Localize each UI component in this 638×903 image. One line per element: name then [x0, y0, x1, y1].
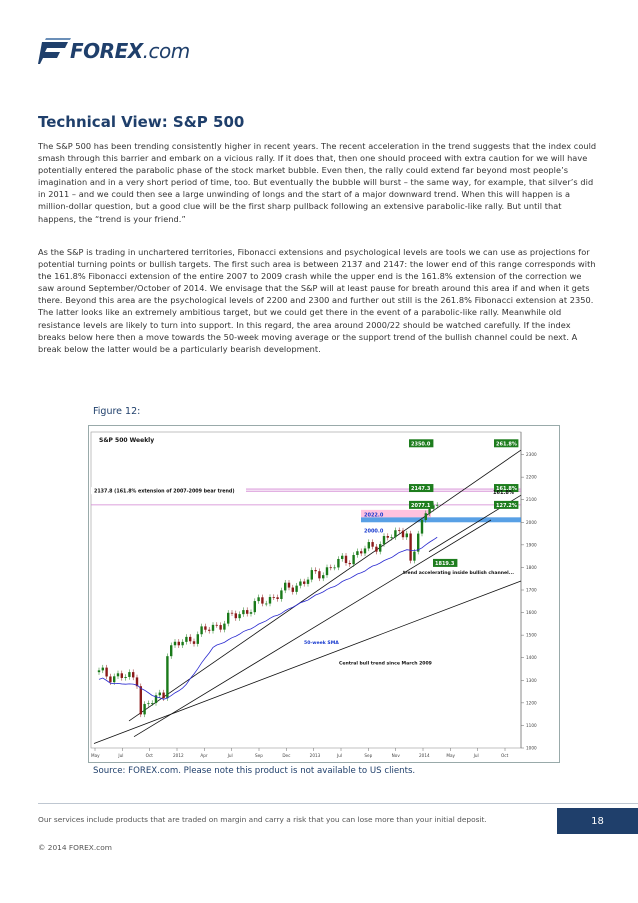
chart-svg — [89, 426, 559, 762]
candle-body — [178, 642, 180, 645]
support-band — [361, 517, 521, 522]
y-tick-label: 1100 — [526, 722, 537, 728]
candle-body — [151, 703, 153, 704]
figure-label: Figure 12: — [93, 406, 141, 417]
candle-body — [375, 547, 377, 552]
candle-body — [356, 551, 358, 555]
candle-body — [322, 575, 324, 578]
candle-body — [204, 626, 206, 629]
candle-body — [257, 597, 259, 601]
level-label-2022: 2022.0 — [364, 512, 384, 519]
level-label-1819: 1819.3 — [435, 560, 455, 567]
x-tick-label: Jul — [337, 753, 343, 758]
candle-body — [330, 567, 332, 568]
candle-body — [398, 530, 400, 531]
x-tick-label: May — [91, 753, 100, 758]
candle-body — [124, 677, 126, 678]
candle-body — [406, 533, 408, 537]
footer-divider — [38, 803, 638, 804]
candle-body — [280, 590, 282, 599]
forex-logo — [38, 38, 190, 68]
y-tick-label: 2200 — [526, 474, 537, 480]
candle-body — [162, 693, 164, 699]
candle-body — [109, 676, 111, 682]
y-tick-label: 1300 — [526, 677, 537, 683]
y-tick-label: 1800 — [526, 564, 537, 570]
candle-body — [208, 630, 210, 631]
fib-label-161-a: 161.8% — [496, 486, 517, 493]
candle-body — [117, 673, 119, 676]
candle-body — [197, 634, 199, 644]
x-tick-label: 2012 — [173, 753, 184, 758]
candle-body — [360, 551, 362, 553]
level-label-2077: 2077.1 — [411, 502, 431, 509]
x-tick-label: May — [446, 753, 456, 758]
candle-body — [417, 534, 419, 552]
y-tick-label: 1500 — [526, 632, 537, 638]
candle-body — [223, 624, 225, 630]
candle-body — [105, 668, 107, 677]
x-tick-label: 2014 — [419, 753, 430, 758]
candle-body — [299, 581, 301, 585]
fib-label-127: 127.2% — [496, 502, 517, 509]
level-label-2147: 2147.3 — [411, 486, 431, 493]
y-tick-label: 1000 — [526, 745, 537, 751]
candle-body — [383, 536, 385, 544]
candle-body — [185, 637, 187, 642]
candle-body — [379, 544, 381, 552]
candle-body — [337, 559, 339, 567]
candle-body — [174, 642, 176, 645]
page-number: 18 — [557, 808, 638, 834]
candle-body — [314, 570, 316, 571]
x-tick-label: Sep — [364, 753, 373, 758]
candle-body — [341, 556, 343, 559]
candle-body — [421, 520, 423, 534]
candle-body — [113, 676, 115, 682]
candle-body — [246, 610, 248, 614]
x-tick-label: Jul — [473, 753, 479, 758]
y-tick-label: 1200 — [526, 700, 537, 706]
candle-body — [425, 513, 427, 520]
paragraph-1: The S&P 500 has been trending consistently higher in recent years. The recent acceleration in the trend suggests that the index could smash through this barrier and embark on a vicious rally. If it does that, then one should proceed with extra caution for we will have potentially entered the parabolic phase of the stock market bubble. Even then, the rally could extend far beyond most people’s imagination and in a very short period of time, too. But eventually the bubble will burst – the same way, for example, that silver’s did in 2011 – and we could then see a large unwinding of longs and the start of a major downward trend. When this will happen is a million-dollar question, but a good clue will be the first sharp pullback following an extensive parabolic-like rally. But until that happens, the “trend is your friend.” — [38, 141, 597, 224]
candle-body — [390, 537, 392, 538]
annotation-sma: 50-week SMA — [304, 641, 339, 647]
candle-body — [140, 686, 142, 714]
candle-body — [409, 533, 411, 560]
risk-disclaimer: Our services include products that are traded on margin and carry a risk that you can lose more than your initial deposit. — [38, 815, 487, 824]
candle-body — [242, 610, 244, 614]
candle-body — [303, 581, 305, 583]
level-label-2000: 2000.0 — [364, 528, 384, 535]
candle-body — [349, 563, 351, 564]
candle-body — [307, 580, 309, 584]
candle-body — [333, 567, 335, 568]
candle-body — [387, 536, 389, 538]
candle-body — [254, 601, 256, 612]
logo-text — [70, 38, 190, 64]
page-title: Technical View: S&P 500 — [38, 113, 245, 131]
candle-body — [189, 637, 191, 641]
x-tick-label: Apr — [200, 753, 208, 758]
y-tick-label: 1400 — [526, 655, 537, 661]
candle-body — [231, 613, 233, 614]
candle-body — [413, 552, 415, 561]
candle-body — [159, 693, 161, 696]
forex-logo-icon — [38, 38, 72, 64]
x-tick-label: Oct — [145, 753, 153, 758]
candle-body — [345, 556, 347, 563]
y-tick-label: 1600 — [526, 610, 537, 616]
candle-body — [402, 531, 404, 538]
candle-body — [121, 673, 123, 678]
candle-body — [394, 530, 396, 537]
candle-body — [318, 571, 320, 578]
candle-body — [436, 505, 438, 506]
candle-body — [216, 625, 218, 626]
y-tick-label: 2000 — [526, 519, 537, 525]
level-label-2350: 2350.0 — [411, 441, 431, 448]
candle-body — [147, 703, 149, 704]
level-label-2137: 2137.8 (161.8% extension of 2007-2009 bear trend) — [94, 489, 235, 495]
fib-label-161-b: 161.8% — [493, 490, 514, 497]
candle-body — [276, 597, 278, 599]
sp500-weekly-chart — [88, 425, 560, 763]
candle-body — [193, 641, 195, 644]
y-tick-label: 1900 — [526, 542, 537, 548]
candle-body — [128, 672, 130, 677]
candle-body — [352, 555, 354, 564]
candle-body — [235, 613, 237, 618]
y-tick-label: 2100 — [526, 497, 537, 503]
fib-label-261: 261.8% — [496, 441, 517, 448]
candle-body — [227, 613, 229, 624]
logo-text-suffix: .com — [142, 39, 190, 63]
x-tick-label: Oct — [501, 753, 509, 758]
copyright: © 2014 FOREX.com — [38, 843, 112, 852]
candle-body — [364, 548, 366, 553]
candle-body — [284, 583, 286, 591]
candle-body — [273, 597, 275, 598]
annotation-accelerating: trend accelerating inside bullish channel... — [403, 571, 514, 577]
candle-body — [371, 542, 373, 547]
candle-body — [143, 704, 145, 714]
annotation-central-trend: Central bull trend since March 2009 — [339, 661, 432, 667]
x-tick-label: Jul — [118, 753, 124, 758]
y-tick-label: 2300 — [526, 452, 537, 458]
candle-body — [132, 672, 134, 677]
x-tick-label: Nov — [391, 753, 400, 758]
candle-body — [288, 583, 290, 588]
x-tick-label: 2013 — [309, 753, 321, 758]
candle-body — [311, 570, 313, 580]
x-tick-label: Dec — [282, 753, 291, 758]
candle-body — [428, 509, 430, 514]
candle-body — [326, 567, 328, 575]
candle-body — [261, 597, 263, 603]
candle-body — [269, 597, 271, 604]
candle-body — [200, 626, 202, 634]
logo-text-bold: FOREX — [70, 39, 143, 63]
source-note: Source: FOREX.com. Please note this product is not available to US clients. — [93, 766, 416, 776]
candle-body — [98, 670, 100, 672]
candle-body — [265, 604, 267, 605]
paragraph-2: As the S&P is trading in unchartered territories, Fibonacci extensions and psychological levels are tools we can use as projections for potential turning points or bullish targets. The first such area is between 2137 and 2147: the lower end of this range corresponds with the 161.8% Fibonacci extension of the entire 2007 to 2009 crash while the upper end is the 161.8% extension of the correction we saw around September/October of 2014. We envisage that the S&P will at least pause for breath around this area if and when it gets there. Beyond this area are the psychological levels of 2200 and 2300 and further out still is the 261.8% Fibonacci extension at 2350. The latter looks like an extremely ambitious target, but we could get there in the event of a parabolic-like rally. Meanwhile old resistance levels are likely to turn into support. In this regard, the area around 2000/22 should be watched carefully. If the index breaks below here then a move towards the 50-week moving average or the support trend of the bullish channel could be next. A break below the latter would be a particularly bearish development. — [38, 247, 596, 354]
candle-body — [368, 542, 370, 548]
candle-body — [295, 586, 297, 592]
candle-body — [170, 645, 172, 656]
candle-body — [102, 668, 104, 671]
candle-body — [219, 625, 221, 630]
candle-body — [238, 614, 240, 618]
candle-body — [166, 656, 168, 698]
x-tick-label: Sep — [255, 753, 263, 758]
chart-title: S&P 500 Weekly — [99, 437, 155, 444]
candle-body — [181, 642, 183, 645]
y-tick-label: 1700 — [526, 587, 537, 593]
candle-body — [250, 612, 252, 614]
candle-body — [292, 588, 294, 592]
candle-body — [212, 625, 214, 631]
x-tick-label: Jul — [227, 753, 233, 758]
